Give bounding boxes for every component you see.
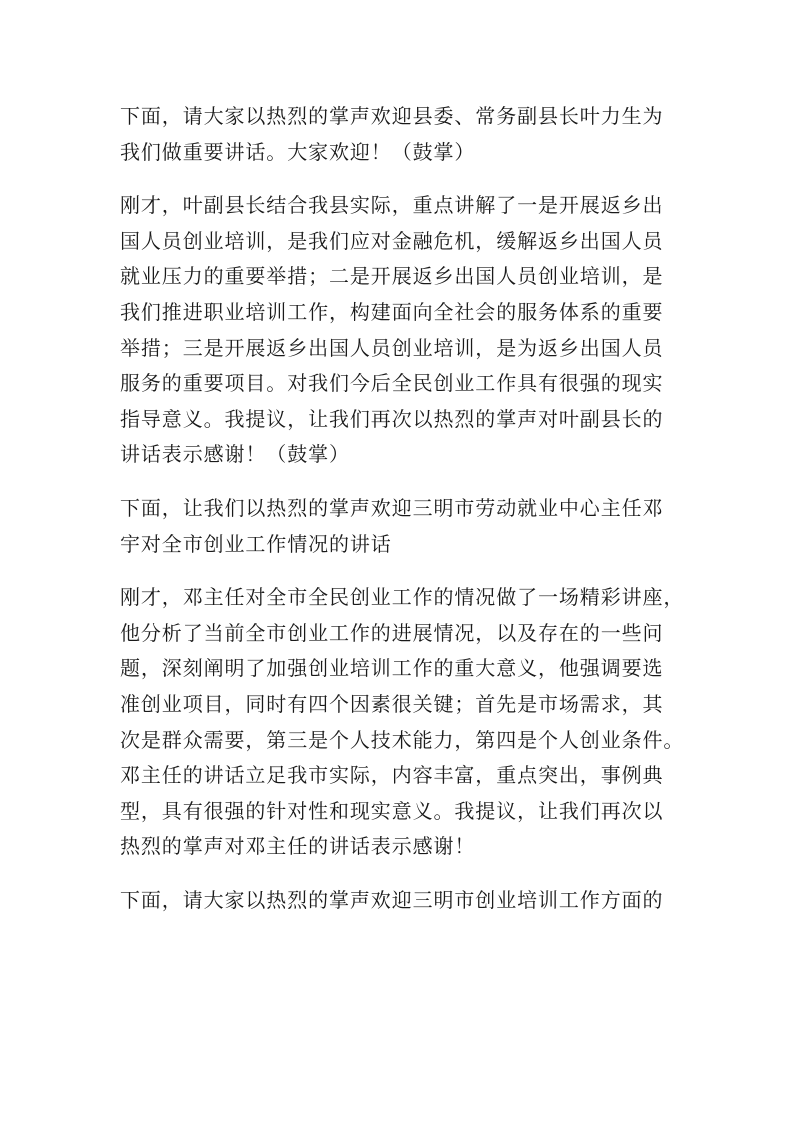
text-line: 热烈的掌声对邓主任的讲话表示感谢！ xyxy=(120,834,476,859)
paragraph-thanks-ye xyxy=(120,188,690,473)
text-line: 就业压力的重要举措；二是开展返乡出国人员创业培训，是 xyxy=(120,264,664,289)
paragraph-welcome-deng xyxy=(120,491,690,562)
text-line: 刚才，叶副县长结合我县实际，重点讲解了一是开展返乡出 xyxy=(120,193,664,218)
text-line: 服务的重要项目。对我们今后全民创业工作具有很强的现实 xyxy=(120,371,664,396)
text-line: 下面，让我们以热烈的掌声欢迎三明市劳动就业中心主任邓 xyxy=(120,495,664,520)
text-line: 讲话表示感谢！（鼓掌） xyxy=(120,442,350,467)
text-line: 邓主任的讲话立足我市实际，内容丰富，重点突出，事例典 xyxy=(120,763,664,788)
text-line: 他分析了当前全市创业工作的进展情况，以及存在的一些问 xyxy=(120,620,664,645)
text-line: 指导意义。我提议，让我们再次以热烈的掌声对叶副县长的 xyxy=(120,406,664,431)
paragraph-thanks-deng xyxy=(120,580,690,865)
text-line: 我们做重要讲话。大家欢迎！（鼓掌） xyxy=(120,139,476,164)
text-line: 次是群众需要，第三是个人技术能力，第四是个人创业条件。 xyxy=(120,727,685,752)
text-line: 题，深刻阐明了加强创业培训工作的重大意义，他强调要选 xyxy=(120,656,664,681)
text-line: 宇对全市创业工作情况的讲话 xyxy=(120,531,392,556)
text-line: 国人员创业培训，是我们应对金融危机，缓解返乡出国人员 xyxy=(120,228,664,253)
document-body xyxy=(120,99,690,936)
text-line: 下面，请大家以热烈的掌声欢迎三明市创业培训工作方面的 xyxy=(120,887,664,912)
paragraph-welcome-ye xyxy=(120,99,690,170)
paragraph-welcome-training xyxy=(120,883,690,919)
text-line: 准创业项目，同时有四个因素很关键；首先是市场需求，其 xyxy=(120,691,664,716)
text-line: 下面，请大家以热烈的掌声欢迎县委、常务副县长叶力生为 xyxy=(120,104,664,128)
text-line: 举措；三是开展返乡出国人员创业培训，是为返乡出国人员 xyxy=(120,335,664,360)
text-line: 我们推进职业培训工作，构建面向全社会的服务体系的重要 xyxy=(120,299,664,324)
text-line: 型，具有很强的针对性和现实意义。我提议，让我们再次以 xyxy=(120,798,664,823)
text-line: 刚才，邓主任对全市全民创业工作的情况做了一场精彩讲座， xyxy=(120,585,685,610)
